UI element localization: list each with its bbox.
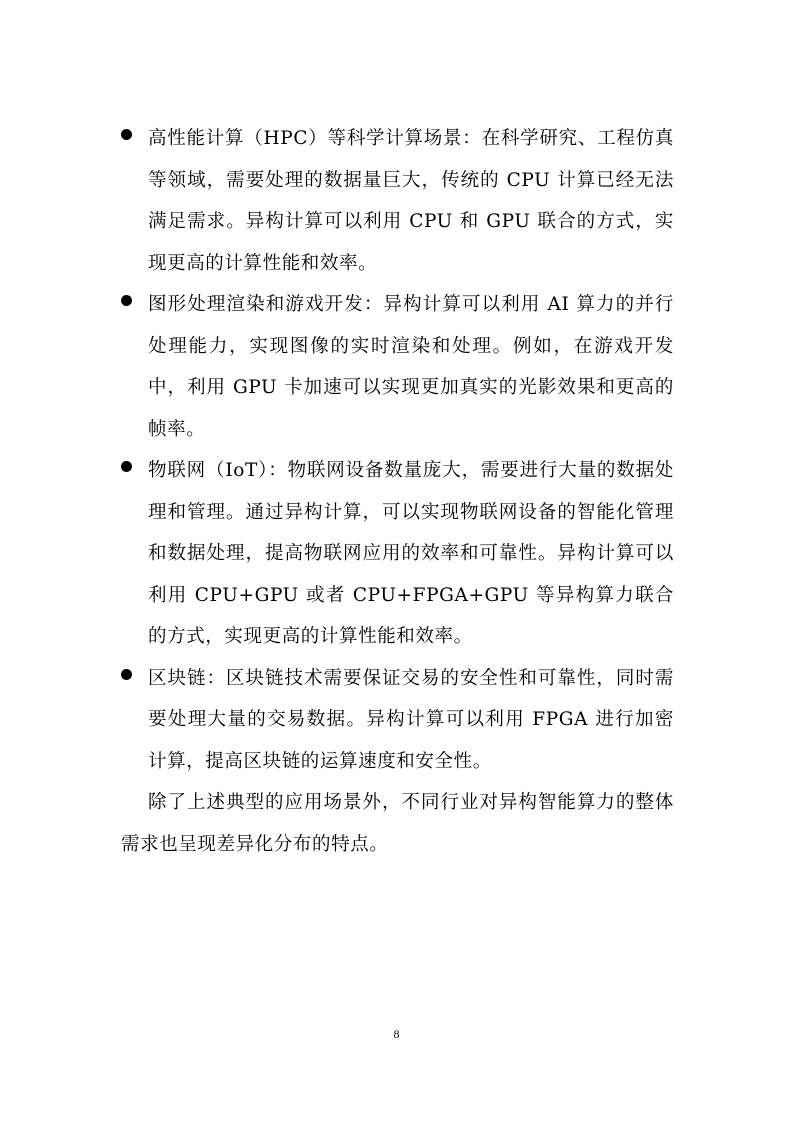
bullet-text: 图形处理渲染和游戏开发：异构计算可以利用 AI 算力的并行处理能力，实现图像的实时渲染和处理。例如，在游戏开发中，利用 GPU 卡加速可以实现更加真实的光影效果和更高的帧率。 [148,294,674,440]
bullet-dot-icon [121,295,132,306]
bullet-item-iot [121,450,674,658]
bullet-dot-icon [121,669,132,680]
bullet-item-graphics [121,284,674,450]
bullet-dot-icon [121,461,132,472]
bullet-item-hpc [121,118,674,284]
bullet-text: 物联网（IoT）：物联网设备数量庞大，需要进行大量的数据处理和管理。通过异构计算，可以实现物联网设备的智能化管理和数据处理，提高物联网应用的效率和可靠性。异构计算可以利用 CPU+GPU 或者 CPU+FPGA+GPU 等异构算力联合的方式，实现更高的计算性能和效率。 [148,460,674,647]
bullet-dot-icon [121,129,132,140]
bullet-text: 区块链：区块链技术需要保证交易的安全性和可靠性，同时需要处理大量的交易数据。异构计算可以利用 FPGA 进行加密计算，提高区块链的运算速度和安全性。 [148,667,674,772]
page-number: 8 [393,1027,400,1041]
document-body [121,118,674,865]
closing-paragraph: 除了上述典型的应用场景外，不同行业对异构智能算力的整体需求也呈现差异化分布的特点。 [121,792,674,855]
bullet-text: 高性能计算（HPC）等科学计算场景：在科学研究、工程仿真等领域，需要处理的数据量巨大，传统的 CPU 计算已经无法满足需求。异构计算可以利用 CPU 和 GPU 联合的方式，实现更高的计算性能和效率。 [148,128,674,274]
bullet-item-blockchain [121,658,674,783]
